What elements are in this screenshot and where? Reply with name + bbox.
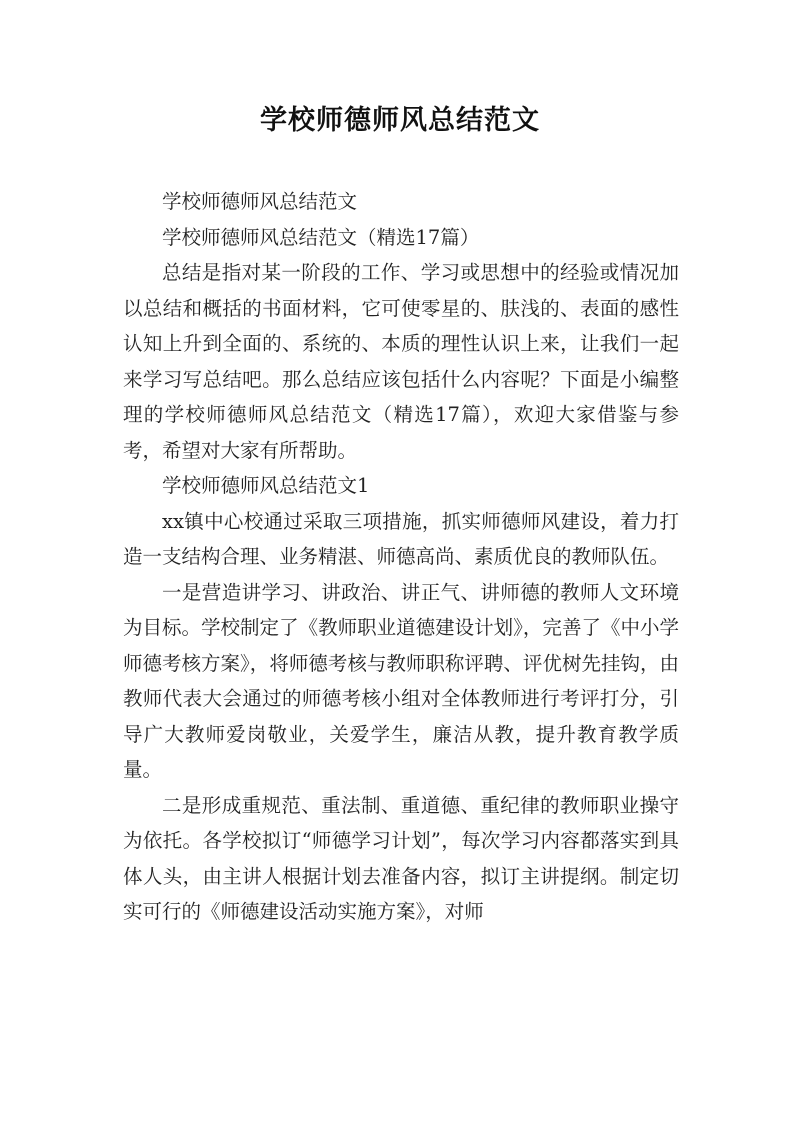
document-title: 学校师德师风总结范文 — [260, 105, 540, 136]
document-body — [123, 184, 679, 930]
paragraph-subtitle-selected: 学校师德师风总结范文（精选17篇） — [162, 225, 480, 249]
paragraph-measure-two: 二是形成重规范、重法制、重道德、重纪律的教师职业操守为依托。各学校拟订“师德学习计划”，每次学习内容都落实到具体人头，由主讲人根据计划去准备内容，拟订主讲提纲。制定切实可行的《师德建设活动实施方案》，对师 — [123, 793, 679, 923]
paragraph-section-heading: 学校师德师风总结范文1 — [162, 474, 370, 497]
paragraph-subtitle: 学校师德师风总结范文 — [162, 190, 358, 213]
paragraph-overview: xx镇中心校通过采取三项措施，抓实师德师风建设，着力打造一支结构合理、业务精湛、师德高尚、素质优良的教师队伍。 — [123, 509, 679, 568]
paragraph-intro: 总结是指对某一阶段的工作、学习或思想中的经验或情况加以总结和概括的书面材料，它可使零星的、肤浅的、表面的感性认知上升到全面的、系统的、本质的理性认识上来，让我们一起来学习写总结吧。那么总结应该包括什么内容呢？下面是小编整理的学校师德师风总结范文（精选17篇），欢迎大家借鉴与参考，希望对大家有所帮助。 — [123, 261, 679, 462]
paragraph-measure-one: 一是营造讲学习、讲政治、讲正气、讲师德的教师人文环境为目标。学校制定了《教师职业道德建设计划》，完善了《中小学师德考核方案》，将师德考核与教师职称评聘、评优树先挂钩，由教师代表大会通过的师德考核小组对全体教师进行考评打分，引导广大教师爱岗敬业，关爱学生，廉洁从教，提升教育教学质量。 — [123, 580, 679, 781]
